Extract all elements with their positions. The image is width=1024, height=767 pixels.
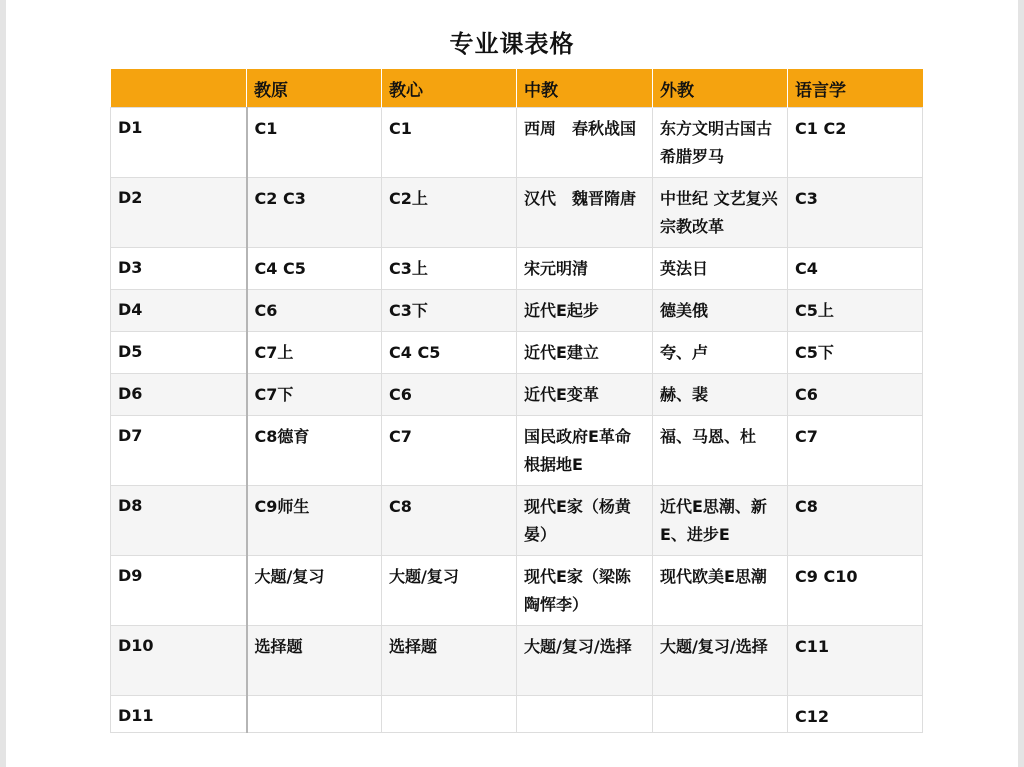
table-cell: C3下	[382, 290, 517, 332]
table-cell: C3上	[382, 248, 517, 290]
table-cell: 宋元明清	[517, 248, 653, 290]
table-cell: C2上	[382, 178, 517, 248]
day-cell: D6	[111, 374, 247, 416]
table-cell: C9 C10	[788, 556, 923, 626]
day-cell: D8	[111, 486, 247, 556]
table-cell: C9师生	[247, 486, 382, 556]
header-cell-day	[111, 69, 247, 108]
table-row	[111, 332, 923, 374]
table-cell: 夸、卢	[653, 332, 788, 374]
table-cell: 现代欧美E思潮	[653, 556, 788, 626]
table-cell: 大题/复习/选择	[653, 626, 788, 696]
day-cell: D4	[111, 290, 247, 332]
table-row	[111, 290, 923, 332]
table-cell: C6	[382, 374, 517, 416]
table-cell: C6	[247, 290, 382, 332]
table-cell: C2 C3	[247, 178, 382, 248]
table-cell: 西周 春秋战国	[517, 108, 653, 178]
header-cell-zhongjiao: 中教	[517, 69, 653, 108]
table-cell	[247, 696, 382, 733]
table-cell: C4 C5	[382, 332, 517, 374]
table-cell: 近代E起步	[517, 290, 653, 332]
table-row	[111, 486, 923, 556]
table-cell: C4	[788, 248, 923, 290]
table-cell: 大题/复习/选择	[517, 626, 653, 696]
table-cell: 近代E思潮、新E、进步E	[653, 486, 788, 556]
table-cell	[517, 696, 653, 733]
table-cell: 选择题	[247, 626, 382, 696]
day-cell: D5	[111, 332, 247, 374]
table-cell: C7	[788, 416, 923, 486]
table-cell: 大题/复习	[247, 556, 382, 626]
table-cell: 现代E家（梁陈陶恽李）	[517, 556, 653, 626]
table-cell	[653, 696, 788, 733]
table-cell: 赫、裴	[653, 374, 788, 416]
table-cell: 国民政府E革命根据地E	[517, 416, 653, 486]
table-cell: C1	[382, 108, 517, 178]
header-cell-jiaoxin: 教心	[382, 69, 517, 108]
day-cell: D10	[111, 626, 247, 696]
table-cell: C1	[247, 108, 382, 178]
day-cell: D9	[111, 556, 247, 626]
table-row	[111, 556, 923, 626]
table-cell: C11	[788, 626, 923, 696]
day-cell: D1	[111, 108, 247, 178]
day-cell: D3	[111, 248, 247, 290]
table-cell: C12	[788, 696, 923, 733]
table-cell	[382, 696, 517, 733]
table-row	[111, 416, 923, 486]
table-header-row	[111, 69, 923, 108]
table-row	[111, 374, 923, 416]
table-cell: C5下	[788, 332, 923, 374]
header-cell-yuyanxue: 语言学	[788, 69, 923, 108]
table-cell: 现代E家（杨黄晏）	[517, 486, 653, 556]
table-cell: C6	[788, 374, 923, 416]
table-cell: C1 C2	[788, 108, 923, 178]
day-cell: D11	[111, 696, 247, 733]
table-cell: 福、马恩、杜	[653, 416, 788, 486]
day-cell: D7	[111, 416, 247, 486]
table-cell: 德美俄	[653, 290, 788, 332]
table-cell: 选择题	[382, 626, 517, 696]
table-cell: C8	[788, 486, 923, 556]
schedule-table	[110, 69, 923, 733]
table-row	[111, 696, 923, 733]
table-row	[111, 626, 923, 696]
table-cell: 近代E变革	[517, 374, 653, 416]
table-cell: C3	[788, 178, 923, 248]
table-cell: C7	[382, 416, 517, 486]
table-row	[111, 248, 923, 290]
table-cell: 英法日	[653, 248, 788, 290]
table-cell: C7下	[247, 374, 382, 416]
table-cell: 汉代 魏晋隋唐	[517, 178, 653, 248]
table-cell: C5上	[788, 290, 923, 332]
table-cell: 东方文明古国古希腊罗马	[653, 108, 788, 178]
header-cell-waijiao: 外教	[653, 69, 788, 108]
header-cell-jiaoyuan: 教原	[247, 69, 382, 108]
table-cell: 近代E建立	[517, 332, 653, 374]
table-row	[111, 108, 923, 178]
table-cell: C8	[382, 486, 517, 556]
table-cell: C8德育	[247, 416, 382, 486]
table-cell: 中世纪 文艺复兴宗教改革	[653, 178, 788, 248]
table-cell: C4 C5	[247, 248, 382, 290]
day-cell: D2	[111, 178, 247, 248]
page-title: 专业课表格	[449, 30, 575, 58]
table-cell: C7上	[247, 332, 382, 374]
table-cell: 大题/复习	[382, 556, 517, 626]
table-row	[111, 178, 923, 248]
